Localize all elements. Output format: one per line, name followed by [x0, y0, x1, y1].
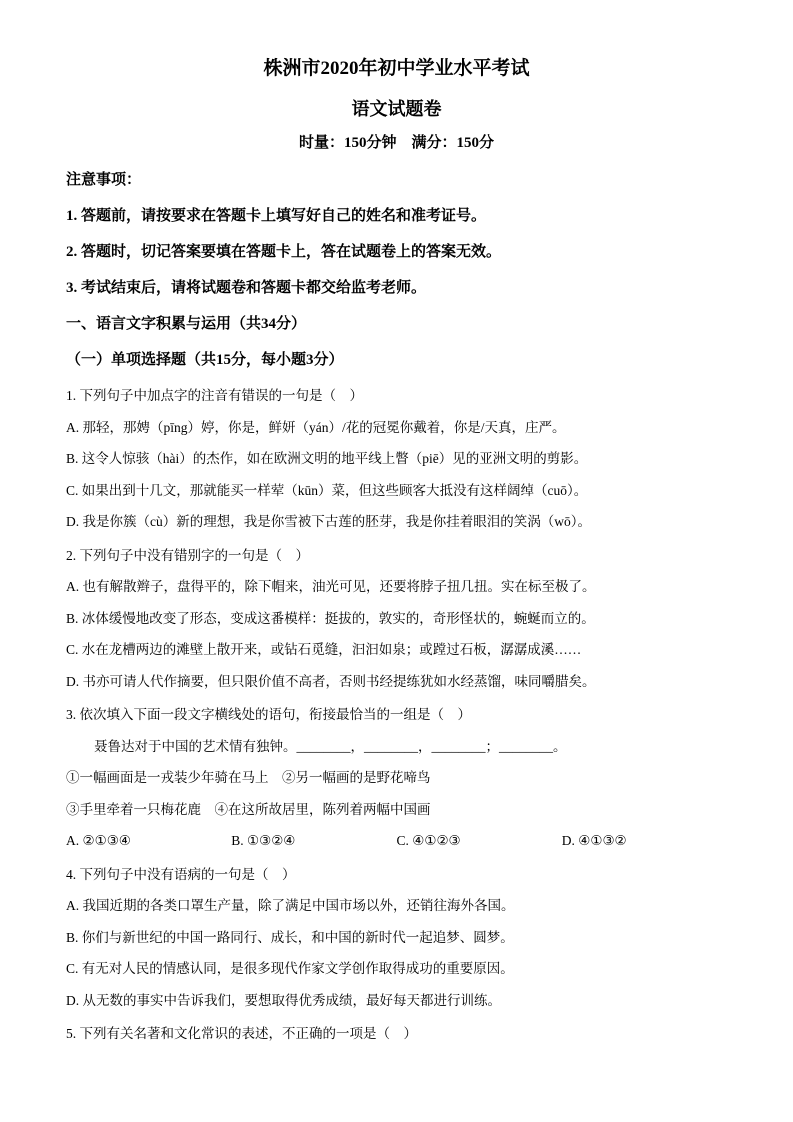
question-4-stem: 4. 下列句子中没有语病的一句是（ ）	[66, 866, 296, 882]
notice-item-1: 1. 答题前，请按要求在答题卡上填写好自己的姓名和准考证号。	[66, 208, 487, 225]
question-4-option-d: D. 从无数的事实中告诉我们，要想取得优秀成绩，最好每天都进行训练。	[66, 992, 501, 1008]
question-2-option-b: B. 冰体缓慢地改变了形态，变成这番模样：挺拔的，敦实的，奇形怪状的，蜿蜒而立的。	[66, 610, 595, 626]
question-1-option-a: A. 那轻，那娉（pīng）婷，你是，鲜妍（yán）/花的冠冕你戴着，你是/天真，庄严。	[66, 419, 566, 435]
exam-title: 株洲市2020年初中学业水平考试	[263, 58, 530, 79]
question-2-stem: 2. 下列句子中没有错别字的一句是（ ）	[66, 547, 309, 563]
question-3-items-3-4: ③手里牵着一只梅花鹿 ④在这所故居里，陈列着两幅中国画	[66, 801, 431, 817]
section-heading-1: 一、语言文字积累与运用（共34分）	[66, 316, 307, 333]
question-3-choice-b: B. ①③②④	[231, 833, 296, 849]
section-heading-1-1: （一）单项选择题（共15分，每小题3分）	[66, 352, 344, 369]
question-3-choice-d: D. ④①③②	[561, 833, 627, 849]
question-3-stem: 3. 依次填入下面一段文字横线处的语句，衔接最恰当的一组是（ ）	[66, 707, 471, 723]
question-3-items-1-2: ①一幅画面是一戎装少年骑在马上 ②另一幅画的是野花啼鸟	[66, 770, 431, 786]
exam-time-score-line: 时量：150分钟 满分：150分	[298, 135, 494, 152]
question-2-option-c: C. 水在龙槽两边的滩壁上散开来，或钻石觅缝，汩汩如泉；或蹚过石板，潺潺成溪……	[66, 642, 582, 658]
question-1-option-b: B. 这令人惊骇（hài）的杰作，如在欧洲文明的地平线上瞥（piē）见的亚洲文明的剪影。	[66, 451, 588, 467]
notice-heading: 注意事项：	[66, 172, 142, 189]
exam-subtitle: 语文试题卷	[351, 98, 442, 119]
question-1-stem: 1. 下列句子中加点字的注音有错误的一句是（ ）	[66, 388, 363, 404]
question-2-option-a: A. 也有解散辫子，盘得平的，除下帽来，油光可见，还要将脖子扭几扭。实在标至极了。	[66, 579, 596, 595]
notice-item-2: 2. 答题时，切记答案要填在答题卡上，答在试题卷上的答案无效。	[66, 244, 502, 261]
question-3-choices-row	[66, 825, 727, 857]
question-3-choice-a: A. ②①③④	[66, 833, 131, 849]
question-5-stem: 5. 下列有关名著和文化常识的表述，不正确的一项是（ ）	[66, 1026, 417, 1042]
question-2-option-d: D. 书亦可请人代作摘要，但只限价值不高者，否则书经提练犹如水经蒸馏，味同嚼腊矣。	[66, 673, 596, 689]
question-1-option-d: D. 我是你簇（cù）新的理想，我是你雪被下古莲的胚芽，我是你挂着眼泪的笑涡（wō）。	[66, 514, 591, 530]
notice-item-3: 3. 考试结束后，请将试题卷和答题卡都交给监考老师。	[66, 280, 427, 297]
question-1-option-c: C. 如果出到十几文，那就能买一样荤（kūn）菜，但这些顾客大抵没有这样阔绰（cuō）。	[66, 482, 588, 498]
question-4-option-b: B. 你们与新世纪的中国一路同行、成长，和中国的新时代一起追梦、圆梦。	[66, 929, 514, 945]
question-3-choice-c: C. ④①②③	[396, 833, 461, 849]
question-4-option-a: A. 我国近期的各类口罩生产量，除了满足中国市场以外，还销往海外各国。	[66, 898, 515, 914]
question-3-passage: 聂鲁达对于中国的艺术情有独钟。________，________，________；________。	[94, 738, 567, 754]
question-4-option-c: C. 有无对人民的情感认同，是很多现代作家文学创作取得成功的重要原因。	[66, 961, 514, 977]
